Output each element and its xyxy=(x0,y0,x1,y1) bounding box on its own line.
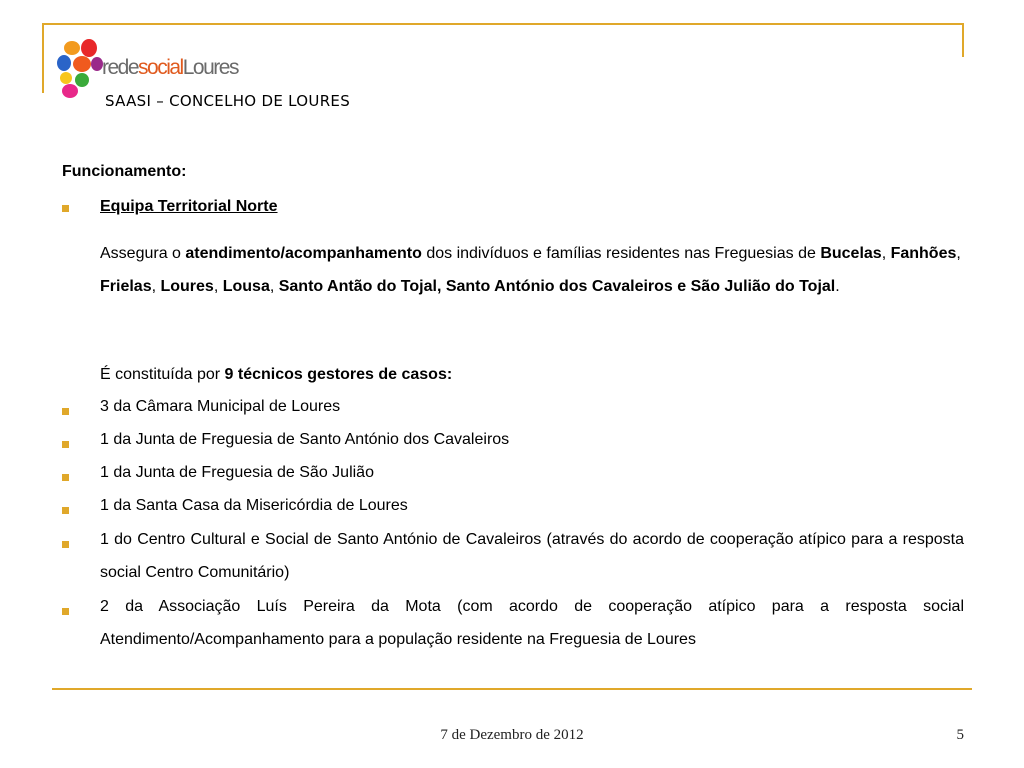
page-number: 5 xyxy=(956,727,964,743)
flower-logo-icon xyxy=(52,36,108,102)
section-heading: Funcionamento: xyxy=(62,163,187,180)
composition-paragraph: É constituída por 9 técnicos gestores de casos: xyxy=(100,366,453,383)
logo-wordmark: redesocialLoures xyxy=(102,56,238,79)
description-paragraph: Assegura o atendimento/acompanhamento dos indivíduos e famílias residentes nas Freguesias de Bucelas, Fanhões, Frielas, Loures, Lousa, Santo Antão do Tojal, Santo António dos Cavaleiros e São Julião do Tojal. xyxy=(100,245,961,295)
frame-top-line xyxy=(42,23,964,25)
slide-subtitle: SAASI – CONCELHO DE LOURES xyxy=(105,92,351,110)
bullet-square-icon xyxy=(62,474,69,481)
bullet-square-icon xyxy=(62,541,69,548)
bullet-square-icon xyxy=(62,507,69,514)
bullet-square-icon xyxy=(62,608,69,615)
frame-right-line xyxy=(962,23,964,57)
footer-divider xyxy=(52,688,972,690)
team-title: Equipa Territorial Norte xyxy=(100,198,278,215)
footer-date: 7 de Dezembro de 2012 xyxy=(440,727,584,743)
bullet-square-icon xyxy=(62,408,69,415)
frame-left-line xyxy=(42,23,44,93)
bullet-square-icon xyxy=(62,205,69,212)
bullet-square-icon xyxy=(62,441,69,448)
